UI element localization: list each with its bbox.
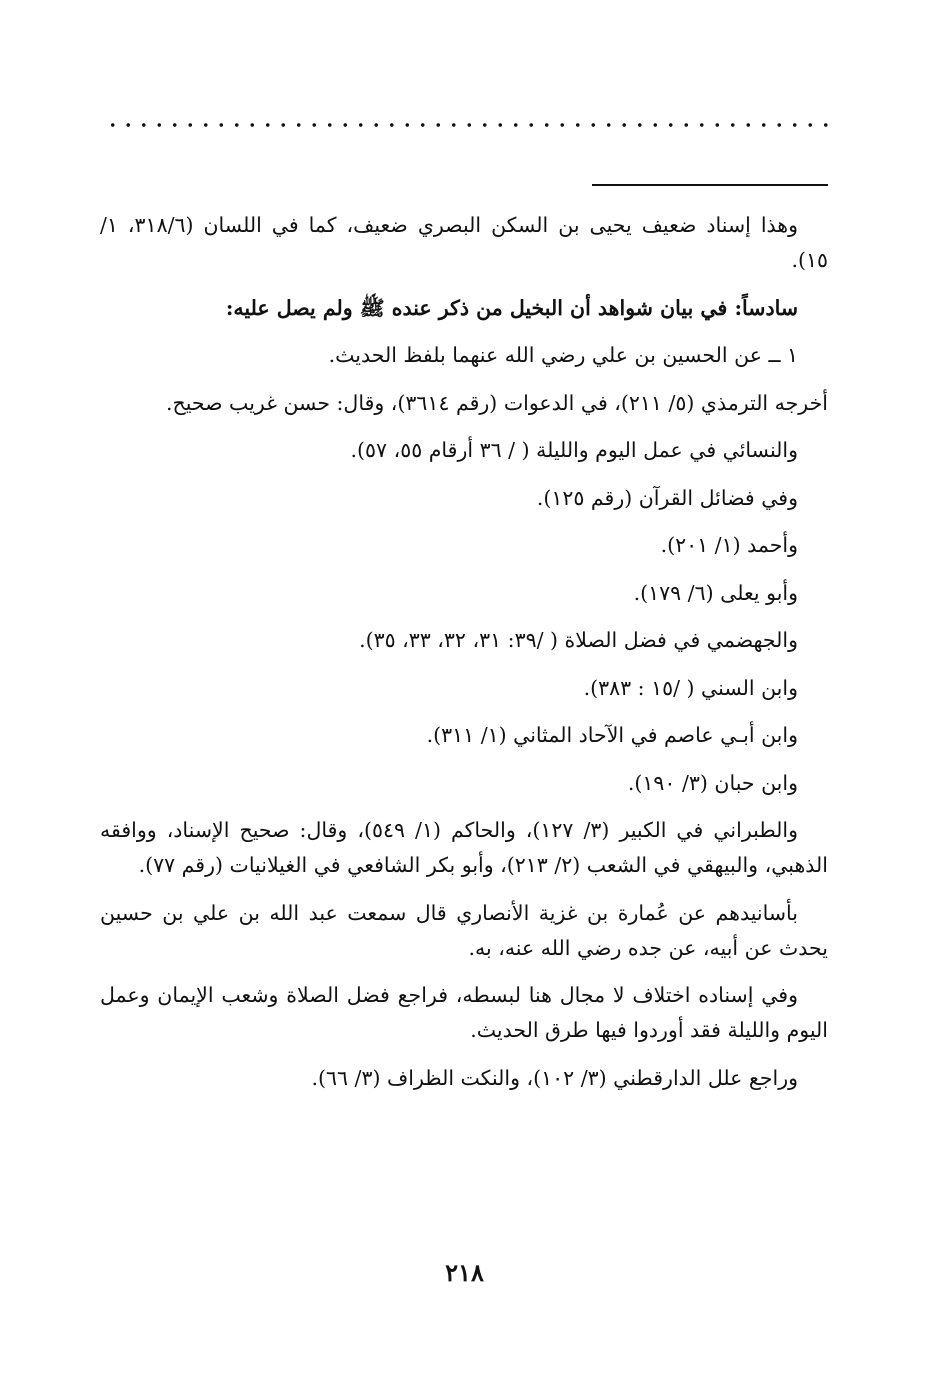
paragraph: والطبراني في الكبير (٣/ ١٢٧)، والحاكم (١/ ٥٤٩)، وقال: صحيح الإسناد، ووافقه الذهبي، والبيهقي في الشعب (٢/ ٢١٣)، وأبو بكر الشافعي في الغيلانيات (رقم ٧٧). [100,818,828,877]
footnote-text [100,208,828,1108]
paragraph: وأحمد (١/ ٢٠١). [660,533,798,557]
paragraph: بأسانيدهم عن عُمارة بن غزية الأنصاري قال سمعت عبد الله بن علي بن حسين يحدث عن أبيه، عن جده رضي الله عنه، به. [100,900,828,960]
paragraph: وراجع علل الدارقطني (٣/ ١٠٢)، والنكت الظراف (٣/ ٦٦). [311,1065,798,1090]
paragraph: سادساً: في بيان شواهد أن البخيل من ذكر عنده ﷺ ولم يصل عليه: [225,295,798,320]
dotted-separator [105,122,830,128]
paragraph: وابن أبـي عاصم في الآحاد المثاني (١/ ٣١١). [426,723,798,747]
paragraph: والجهضمي في فضل الصلاة ( /٣٩: ٣١، ٣٢، ٣٣، ٣٥). [359,628,798,652]
page-number: ٢١٨ [445,1258,484,1287]
paragraph: وابن حبان (٣/ ١٩٠). [627,770,798,795]
paragraph: ١ ــ عن الحسين بن علي رضي الله عنهما بلفظ الحديث. [328,343,798,367]
paragraph: أخرجه الترمذي (٥/ ٢١١)، في الدعوات (رقم ٣٦١٤)، وقال: حسن غريب صحيح. [165,390,828,415]
paragraph: وفي إسناده اختلاف لا مجال هنا لبسطه، فراجع فضل الصلاة وشعب الإيمان وعمل اليوم والليلة فقد أوردوا فيها طرق الحديث. [100,983,828,1042]
paragraph: وأبو يعلى (٦/ ١٧٩). [633,580,798,605]
paragraph: وهذا إسناد ضعيف يحيى بن السكن البصري ضعيف، كما في اللسان (٣١٨/٦، ١/ ١٥). [100,213,828,272]
footnote-rule [592,184,828,186]
paragraph: وفي فضائل القرآن (رقم ١٢٥). [536,485,798,510]
paragraph: وابن السني ( /١٥ : ٣٨٣). [583,675,798,700]
paragraph: والنسائي في عمل اليوم والليلة ( / ٣٦ أرقام ٥٥، ٥٧). [350,438,798,462]
